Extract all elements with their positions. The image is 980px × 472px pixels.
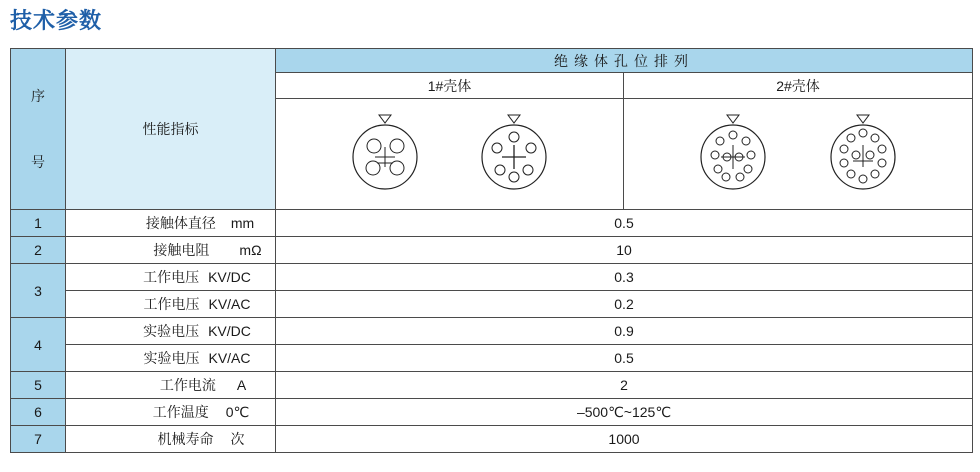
row-2-value: 10: [276, 237, 973, 264]
row-5-seq: 5: [11, 372, 66, 399]
row-3-seq: 3: [11, 264, 66, 318]
seq-header-char-1: 序: [31, 88, 45, 104]
row-7-value: 1000: [276, 426, 973, 453]
seq-header: [11, 49, 66, 210]
spec-table: [10, 48, 973, 453]
row-3a-value: 0.3: [276, 264, 973, 291]
row-4-seq: 4: [11, 318, 66, 372]
shell2-diagrams: [624, 99, 973, 210]
shell2-header: 2#壳体: [624, 73, 973, 99]
row-4b-value: 0.5: [276, 345, 973, 372]
row-7-param: 机械寿命 次: [66, 426, 276, 453]
row-4b-param: 实验电压 KV/AC: [66, 345, 276, 372]
shell2-layout-b-diagram: [826, 111, 900, 197]
row-1-param: 接触体直径 mm: [66, 210, 276, 237]
row-6-param: 工作温度 0℃: [66, 399, 276, 426]
row-4a-param: 实验电压 KV/DC: [66, 318, 276, 345]
row-2-param: 接触电阻 mΩ: [66, 237, 276, 264]
row-5-value: 2: [276, 372, 973, 399]
row-1-value: 0.5: [276, 210, 973, 237]
row-6-value: –500℃~125℃: [276, 399, 973, 426]
shell1-layout-a-diagram: [348, 111, 422, 197]
shell1-header: 1#壳体: [276, 73, 624, 99]
page-title: 技术参数: [10, 8, 103, 33]
row-4a-value: 0.9: [276, 318, 973, 345]
param-header: 性能指标: [66, 49, 276, 210]
row-1-seq: 1: [11, 210, 66, 237]
shell2-layout-a-diagram: [696, 111, 770, 197]
seq-header-char-2: 号: [31, 154, 45, 170]
arrangement-header: 绝缘体孔位排列: [276, 49, 973, 73]
row-3a-param: 工作电压 KV/DC: [66, 264, 276, 291]
row-5-param: 工作电流 A: [66, 372, 276, 399]
shell1-diagrams: [276, 99, 624, 210]
row-6-seq: 6: [11, 399, 66, 426]
row-3b-param: 工作电压 KV/AC: [66, 291, 276, 318]
shell1-layout-b-diagram: [477, 111, 551, 197]
row-2-seq: 2: [11, 237, 66, 264]
row-3b-value: 0.2: [276, 291, 973, 318]
row-7-seq: 7: [11, 426, 66, 453]
